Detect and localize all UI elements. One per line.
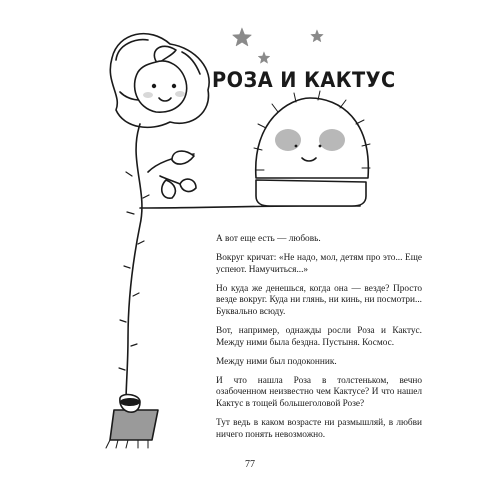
star-icon <box>258 52 270 63</box>
star-icon <box>233 28 252 46</box>
paragraph: Вокруг кричат: «Не надо, мол, детям про это... Еще успеют. Намучиться...» <box>216 253 422 275</box>
paragraph: Тут ведь в каком возрасте ни размышляй, в любви ничего понять невозможно. <box>216 418 422 440</box>
cactus-icon <box>254 91 370 206</box>
paragraph: Вот, например, однажды росли Роза и Кактус. Между ними была бездна. Пустыня. Космос. <box>216 326 422 348</box>
paragraph: Между ними был подоконник. <box>216 356 337 367</box>
star-icon <box>311 30 323 42</box>
paragraph: И что нашла Роза в толстеньком, вечно озабоченном неизвестно чем Кактусе? И что нашел Кактус в тощей большеголовой Розе? <box>216 375 422 410</box>
paragraph: Но куда же денешься, когда она — везде? Просто везде вокруг. Куда ни глянь, ни кинь, ни посмотри... Буквально всюду. <box>216 283 422 317</box>
story-text <box>216 234 422 449</box>
paragraph: А вот еще есть — любовь. <box>216 234 321 244</box>
rose-icon <box>110 34 209 128</box>
page-number: 77 <box>245 459 255 470</box>
chapter-title: РОЗА И КАКТУС <box>212 68 396 92</box>
flower-pot-icon <box>106 395 158 448</box>
leaf-icon <box>148 151 196 198</box>
